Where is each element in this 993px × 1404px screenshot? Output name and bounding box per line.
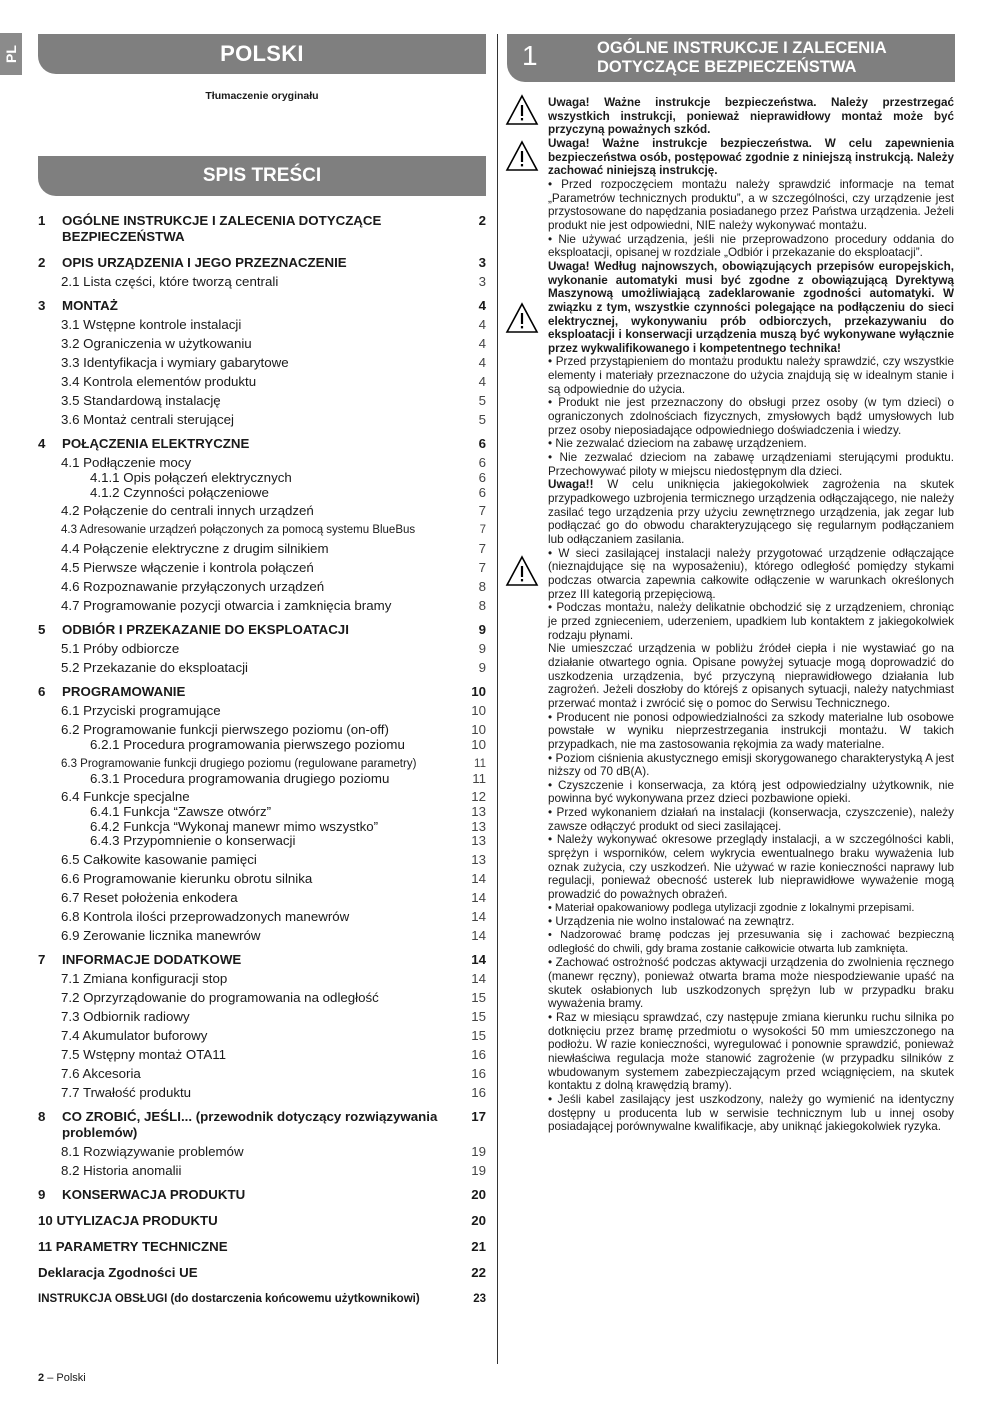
toc-entry[interactable] bbox=[38, 1085, 486, 1101]
toc-entry-number: 1 bbox=[38, 213, 46, 228]
safety-paragraph bbox=[548, 956, 954, 1011]
toc-entry-title: INSTRUKCJA OBSŁUGI (do dostarczenia końcowemu użytkownikowi) bbox=[38, 1292, 420, 1305]
toc-entry-title: 6.2 Programowanie funkcji pierwszego poziomu (on-off) bbox=[61, 722, 389, 737]
section-title bbox=[597, 39, 887, 77]
paragraph-text: • Nie zezwalać dzieciom na zabawę urządzeniem. bbox=[548, 437, 807, 451]
paragraph-text: • Urządzenia nie wolno instalować na zewnątrz. bbox=[548, 915, 795, 929]
toc-entry[interactable] bbox=[38, 455, 486, 471]
toc-entry[interactable] bbox=[38, 622, 486, 638]
toc-entry-page: 20 bbox=[471, 1212, 486, 1228]
toc-entry-page: 11 bbox=[472, 770, 486, 786]
toc-entry-page: 10 bbox=[471, 722, 486, 737]
paragraph-text: • Przed wykonaniem działań na instalacji (konserwacja, czyszczenie), należy zawsze odłączyć produkt od sieci zasilającej. bbox=[548, 806, 954, 833]
toc-entry[interactable] bbox=[38, 336, 486, 352]
warning-paragraph bbox=[548, 137, 954, 178]
toc-entry-page: 4 bbox=[478, 298, 486, 313]
toc-entry-title: Deklaracja Zgodności UE bbox=[38, 1264, 198, 1280]
toc-entry[interactable] bbox=[38, 703, 486, 719]
toc-entry-page: 10 bbox=[471, 684, 486, 699]
toc-entry[interactable] bbox=[38, 255, 486, 271]
toc-entry-title: 4.1.1 Opis połączeń elektrycznych bbox=[90, 470, 292, 485]
toc-entry[interactable] bbox=[38, 820, 486, 835]
paragraph-text: • Jeśli kabel zasilający jest uszkodzony, należy go wymienić na identyczny dostępny u producenta lub w serwisie technicznym lub u innej osoby posiadającej porównywalne kwalifikacje, aby uniknąć jakiegokolwiek ryzyka. bbox=[548, 1092, 954, 1134]
toc-entry-page: 23 bbox=[473, 1292, 486, 1305]
toc-entry-title: 7.5 Wstępny montaż OTA11 bbox=[61, 1046, 227, 1062]
toc-entry-page: 15 bbox=[471, 1027, 486, 1043]
toc-entry-page: 7 bbox=[478, 503, 486, 518]
toc-entry[interactable] bbox=[38, 772, 486, 787]
toc-entry-number: 6 bbox=[38, 684, 46, 699]
toc-entry-title: 7.4 Akumulator buforowy bbox=[61, 1027, 208, 1043]
toc-entry[interactable] bbox=[38, 805, 486, 820]
footer-label: – Polski bbox=[47, 1372, 86, 1384]
toc-entry[interactable] bbox=[38, 1066, 486, 1082]
toc-entry[interactable] bbox=[38, 355, 486, 371]
toc-entry-page: 9 bbox=[478, 641, 486, 656]
toc-entry-title: 6.4.2 Funkcja “Wykonaj manewr mimo wszystko” bbox=[90, 818, 379, 834]
toc-entry-page: 5 bbox=[478, 393, 486, 408]
toc-entry[interactable] bbox=[38, 317, 486, 333]
warning-icon bbox=[505, 140, 539, 172]
safety-paragraph bbox=[548, 902, 954, 916]
toc-entry-page: 17 bbox=[471, 1108, 486, 1124]
paragraph-text: • Raz w miesiącu sprawdzać, czy następuje zmiana kierunku ruchu silnika po dotknięciu przez bramę przedmiotu o wysokości 50 mm umieszczonego na podłożu. W razie konieczności, wyregulować i ponownie sprawdzić, ponieważ niewłaściwa regulacja może stanowić zagrożenie (w przypadku silników z wbudowanym systemem zabezpieczającym przed wciągnięciem, na skutek kontaktu z dolną krawędzią bramy). bbox=[548, 1010, 954, 1093]
toc-entry-title: OPIS URZĄDZENIA I JEGO PRZEZNACZENIE bbox=[62, 255, 347, 270]
warning-icon bbox=[505, 302, 539, 334]
safety-paragraph bbox=[548, 711, 954, 752]
toc-entry[interactable] bbox=[38, 436, 486, 452]
toc-entry-title: 6.4.3 Przypomnienie o konserwacji bbox=[90, 833, 296, 848]
toc-entry[interactable] bbox=[38, 503, 486, 519]
safety-paragraph bbox=[548, 779, 954, 806]
toc-entry-title: 6.1 Przyciski programujące bbox=[61, 703, 221, 718]
toc-entry-page: 6 bbox=[478, 470, 486, 485]
page-number: 2 bbox=[38, 1372, 45, 1384]
toc-entry[interactable] bbox=[38, 412, 486, 428]
toc-entry-page: 6 bbox=[478, 436, 486, 451]
toc-entry-page: 16 bbox=[471, 1065, 486, 1081]
toc-entry[interactable] bbox=[38, 971, 486, 987]
toc-entry-title: INFORMACJE DODATKOWE bbox=[62, 951, 242, 967]
toc-entry[interactable] bbox=[38, 852, 486, 868]
language-header bbox=[38, 34, 486, 74]
safety-paragraph bbox=[548, 752, 954, 779]
toc-entry-page: 3 bbox=[478, 255, 486, 270]
safety-paragraph bbox=[548, 233, 954, 260]
safety-paragraph bbox=[548, 642, 954, 710]
toc-entry[interactable] bbox=[38, 298, 486, 314]
toc-entry[interactable] bbox=[38, 660, 486, 676]
toc-entry[interactable] bbox=[38, 1163, 486, 1179]
safety-text bbox=[548, 96, 954, 1134]
toc-entry-page: 4 bbox=[478, 336, 486, 351]
toc-entry-title: 3.3 Identyfikacja i wymiary gabarytowe bbox=[61, 355, 289, 370]
toc-entry-page: 13 bbox=[471, 833, 486, 848]
paragraph-text: • Produkt nie jest przeznaczony do obsługi przez osoby (w tym dzieci) o ograniczonych zdolnościach fizycznych, zmysłowych bądź umysłowych lub przez osoby nieposiadające odpowiedniego doświadczenia i wiedzy. bbox=[548, 396, 954, 437]
page-footer bbox=[38, 1372, 86, 1384]
toc-entry-page: 20 bbox=[471, 1186, 486, 1202]
toc-entry-page: 9 bbox=[478, 622, 486, 637]
toc-entry-number: 5 bbox=[38, 622, 46, 637]
toc-entry-page: 6 bbox=[478, 484, 486, 500]
toc-entry-title: ODBIÓR I PRZEKAZANIE DO EKSPLOATACJI bbox=[62, 622, 349, 637]
toc-entry-title: KONSERWACJA PRODUKTU bbox=[62, 1186, 246, 1202]
table-of-contents bbox=[38, 213, 486, 1307]
toc-entry[interactable] bbox=[38, 1213, 486, 1229]
toc-entry[interactable] bbox=[38, 471, 486, 486]
paragraph-text: Uwaga! Ważne instrukcje bezpieczeństwa. W celu zapewnienia bezpieczeństwa osób, postępować zgodnie z niniejszą instrukcją. Należy zachować niniejszą instrukcję. bbox=[548, 136, 954, 178]
toc-entry-title: 7.3 Odbiornik radiowy bbox=[61, 1008, 190, 1024]
toc-entry-number: 3 bbox=[38, 298, 46, 313]
language-tab-label: PL bbox=[3, 45, 19, 63]
toc-entry-title: 6.4.1 Funkcja “Zawsze otwórz” bbox=[90, 804, 272, 819]
toc-entry-title: 7.1 Zmiana konfiguracji stop bbox=[61, 970, 228, 986]
toc-entry-number: 2 bbox=[38, 255, 46, 270]
toc-entry-page: 7 bbox=[478, 560, 486, 575]
toc-entry[interactable] bbox=[38, 909, 486, 925]
toc-entry-number: 8 bbox=[38, 1108, 46, 1124]
toc-entry-number: 4 bbox=[38, 436, 46, 451]
toc-entry[interactable] bbox=[38, 756, 486, 772]
toc-entry-title: 6.7 Reset położenia enkodera bbox=[61, 889, 238, 905]
toc-entry-page: 7 bbox=[478, 541, 486, 556]
toc-entry-page: 10 bbox=[471, 737, 486, 752]
toc-entry-title: 8.1 Rozwiązywanie problemów bbox=[61, 1143, 244, 1159]
toc-entry-number: 9 bbox=[38, 1186, 46, 1202]
toc-entry-page: 14 bbox=[471, 870, 486, 886]
toc-entry[interactable] bbox=[38, 1144, 486, 1160]
paragraph-text: • Poziom ciśnienia akustycznego emisji skorygowanego charakterystyką A jest niższy od 70 dB(A). bbox=[548, 751, 954, 779]
language-title: POLSKI bbox=[220, 41, 304, 66]
toc-entry[interactable] bbox=[38, 1009, 486, 1025]
toc-entry[interactable] bbox=[38, 789, 486, 805]
section-title-line1: OGÓLNE INSTRUKCJE I ZALECENIA bbox=[597, 39, 887, 57]
safety-paragraph bbox=[548, 355, 954, 396]
language-tab bbox=[0, 33, 22, 75]
safety-paragraph bbox=[548, 451, 954, 478]
paragraph-text: • Podczas montażu, należy delikatnie obchodzić się z urządzeniem, chroniąc je przed zgnieceniem, uderzeniem, upadkiem lub kontaktem z jakiegokolwiek rodzaju płynami. bbox=[548, 601, 954, 642]
toc-entry-page: 14 bbox=[471, 927, 486, 943]
toc-entry-page: 8 bbox=[478, 579, 486, 594]
toc-entry-title: POŁĄCZENIA ELEKTRYCZNE bbox=[62, 436, 250, 451]
toc-entry-title: 6.6 Programowanie kierunku obrotu silnika bbox=[61, 870, 313, 886]
toc-entry-title: 6.9 Zerowanie licznika manewrów bbox=[61, 927, 261, 943]
toc-entry[interactable] bbox=[38, 684, 486, 700]
toc-entry-title: 6.2.1 Procedura programowania pierwszego poziomu bbox=[90, 737, 405, 752]
safety-paragraph bbox=[548, 547, 954, 602]
toc-entry[interactable] bbox=[38, 486, 486, 501]
toc-entry-page: 12 bbox=[471, 789, 486, 804]
toc-entry[interactable] bbox=[38, 1047, 486, 1063]
toc-entry-title: 6.3.1 Procedura programowania drugiego poziomu bbox=[90, 770, 390, 786]
paragraph-text: • Należy wykonywać okresowe przeglądy instalacji, a w szczególności kabli, sprężyn i wsporników, celem wykrycia ewentualnego braku wyważenia lub oznak zużycia, czy uszkodzeń. Nie używać w razie konieczności naprawy lub regulacji, ponieważ obecność usterek lub nieprawidłowe wyważenie mogą prowadzić do poważnych obrażeń. bbox=[548, 833, 954, 902]
toc-entry-page: 13 bbox=[471, 851, 486, 867]
toc-entry-title: 4.1.2 Czynności połączeniowe bbox=[90, 484, 269, 500]
section-header bbox=[507, 34, 955, 82]
toc-entry-title: 6.3 Programowanie funkcji drugiego poziomu (regulowane parametry) bbox=[61, 757, 417, 770]
toc-entry[interactable] bbox=[38, 738, 486, 753]
toc-entry-page: 3 bbox=[478, 274, 486, 289]
column-divider bbox=[497, 34, 498, 1364]
toc-entry-title: 6.8 Kontrola ilości przeprowadzonych manewrów bbox=[61, 908, 350, 924]
safety-paragraph bbox=[548, 478, 954, 546]
paragraph-text: Uwaga! Ważne instrukcje bezpieczeństwa. Należy przestrzegać wszystkich instrukcji, ponieważ nieprawidłowy montaż może być przyczyną poważnych szkód. bbox=[548, 96, 954, 137]
paragraph-text: • Nie używać urządzenia, jeśli nie przeprowadzono procedury oddania do eksploatacji, opisanej w rozdziale „Odbiór i przekazanie do eksploatacji”. bbox=[548, 232, 954, 260]
toc-entry-page: 13 bbox=[471, 818, 486, 834]
paragraph-text: • Przed przystąpieniem do montażu produktu należy sprawdzić, czy wszystkie elementy i materiały przeznaczone do użycia znajdują się w idealnym stanie i są odpowiednie do użycia. bbox=[548, 355, 954, 396]
toc-title: SPIS TREŚCI bbox=[202, 165, 322, 186]
toc-entry-title: 6.5 Całkowite kasowanie pamięci bbox=[61, 851, 257, 867]
toc-entry-title: 3.4 Kontrola elementów produktu bbox=[61, 374, 257, 389]
toc-entry[interactable] bbox=[38, 722, 486, 738]
toc-entry[interactable] bbox=[38, 871, 486, 887]
toc-entry[interactable] bbox=[38, 990, 486, 1006]
toc-entry-page: 7 bbox=[479, 524, 486, 536]
toc-entry-title: 5.1 Próby odbiorcze bbox=[61, 641, 180, 656]
toc-entry[interactable] bbox=[38, 1265, 486, 1281]
toc-entry[interactable] bbox=[38, 579, 486, 595]
toc-entry-page: 15 bbox=[471, 1008, 486, 1024]
safety-paragraph bbox=[548, 601, 954, 642]
toc-entry[interactable] bbox=[38, 1187, 486, 1203]
paragraph-text: • Czyszczenie i konserwacja, za którą jest odpowiedzialny użytkownik, nie powinna być wykonywana przez dzieci pozbawione opieki. bbox=[548, 778, 954, 806]
toc-entry-page: 6 bbox=[478, 455, 486, 470]
toc-entry-title: 5.2 Przekazanie do eksploatacji bbox=[61, 660, 249, 675]
safety-paragraph bbox=[548, 396, 954, 437]
safety-paragraph bbox=[548, 437, 954, 451]
toc-entry[interactable] bbox=[38, 1028, 486, 1044]
toc-entry-page: 14 bbox=[471, 908, 486, 924]
toc-entry-title: 10 UTYLIZACJA PRODUKTU bbox=[38, 1212, 218, 1228]
toc-entry[interactable] bbox=[38, 522, 486, 538]
toc-entry-page: 8 bbox=[478, 598, 486, 613]
safety-paragraph bbox=[548, 178, 954, 233]
toc-entry-title: 3.1 Wstępne kontrole instalacji bbox=[61, 317, 242, 332]
toc-entry-title: 11 PARAMETRY TECHNICZNE bbox=[38, 1238, 228, 1254]
toc-entry-page: 10 bbox=[471, 703, 486, 718]
safety-paragraph bbox=[548, 1093, 954, 1134]
toc-entry-title: 4.7 Programowanie pozycji otwarcia i zamknięcia bramy bbox=[61, 598, 392, 613]
paragraph-text: • Przed rozpoczęciem montażu należy sprawdzić informacje na temat „Parametrów technicznych produktu”, a w szczególności, czy urządzenie jest przystosowane do napędzania posiadanego przez Państwa urządzenia. Jeżeli produkt nie jest odpowiedni, NIE należy wykonywać montażu. bbox=[548, 177, 954, 232]
toc-entry[interactable] bbox=[38, 1291, 486, 1307]
paragraph-text: • Producent nie ponosi odpowiedzialności za szkody materialne lub osobowe powstałe w wyniku nieprzestrzegania instrukcji montażu. W takich przypadkach, nie ma zastosowania rękojmia za wady materialne. bbox=[548, 710, 954, 751]
toc-entry-page: 5 bbox=[478, 412, 486, 427]
toc-entry-title: 4.1 Podłączenie mocy bbox=[61, 455, 192, 470]
toc-entry-page: 22 bbox=[471, 1264, 486, 1280]
toc-entry-title: 3.6 Montaż centrali sterującej bbox=[61, 412, 234, 427]
safety-paragraph bbox=[548, 929, 954, 956]
toc-entry-page: 4 bbox=[478, 374, 486, 389]
toc-entry-title: OGÓLNE INSTRUKCJE I ZALECENIA DOTYCZĄCE BEZPIECZEŃSTWA bbox=[62, 213, 382, 244]
paragraph-text: • Nie zezwalać dzieciom na zabawę urządzeniami sterującymi produktu. Przechowywać piloty w miejscu niedostępnym dla dzieci. bbox=[548, 451, 954, 478]
toc-entry-page: 14 bbox=[471, 951, 486, 967]
toc-entry[interactable] bbox=[38, 890, 486, 906]
toc-entry-title: 4.3 Adresowanie urządzeń połączonych za pomocą systemu BlueBus bbox=[61, 524, 416, 536]
toc-entry-title: 4.6 Rozpoznawanie przyłączonych urządzeń bbox=[61, 579, 325, 594]
toc-entry-title: 4.2 Połączenie do centrali innych urządzeń bbox=[61, 503, 314, 518]
translation-note: Tłumaczenie oryginału bbox=[205, 90, 319, 102]
toc-entry[interactable] bbox=[38, 374, 486, 390]
toc-entry[interactable] bbox=[38, 1109, 486, 1141]
toc-entry[interactable] bbox=[38, 541, 486, 557]
paragraph-text: Nie umieszczać urządzenia w pobliżu źródeł ciepła i nie wystawiać go na działanie otwartego ognia. Opisane powyżej sytuacje mogą doprowadzić do uszkodzenia urządzenia, być przyczyną nieprawidłowego działania lub zagrożeń. Jeżeli doszłoby do którejś z opisanych sytuacji, należy natychmiast przerwać montaż i zwrócić się o pomoc do Serwisu Technicznego. bbox=[548, 642, 954, 710]
warning-icon bbox=[505, 94, 539, 126]
toc-entry[interactable] bbox=[38, 213, 486, 245]
toc-entry-title: MONTAŻ bbox=[62, 298, 118, 313]
paragraph-text: • Nadzorować bramę podczas jej przesuwania się i zachować bezpieczną odległość do chwili, gdy brama zostanie całkowicie otwarta lub zamknięta. bbox=[548, 929, 954, 955]
paragraph-text: W celu uniknięcia jakiegokolwiek zagrożenia na skutek przypadkowego uzbrojenia termicznego urządzenia odłączającego, nie należy zasilać tego urządzenia przy użyciu zewnętrznego urządzenia, jak zegar lub podłączać go do obwodu charakteryzującego się regularnym podłączaniem lub odłączaniem zasilania. bbox=[548, 478, 954, 546]
toc-entry-title: 3.5 Standardową instalację bbox=[61, 393, 221, 408]
paragraph-text: Uwaga! Według najnowszych, obowiązujących przepisów europejskich, wykonanie automatyki musi być zgodne z obowiązującą Dyrektywą Maszynową umożliwiającą zadeklarowanie zgodności automatyki. W związku z tym, wszystkie czynności polegające na podłączeniu do sieci elektrycznej, wykonywaniu prób odbiorczych, przekazywaniu do eksploatacji i konserwacji urządzenia muszą być wykonywane wyłącznie przez wykwalifikowanego i kompetentnego technika! bbox=[548, 259, 954, 355]
toc-entry-title: 3.2 Ograniczenia w użytkowaniu bbox=[61, 336, 252, 351]
toc-entry-title: 4.4 Połączenie elektryczne z drugim silnikiem bbox=[61, 541, 329, 556]
toc-entry-page: 4 bbox=[478, 355, 486, 370]
toc-entry[interactable] bbox=[38, 274, 486, 290]
toc-entry[interactable] bbox=[38, 560, 486, 576]
warning-lead: Uwaga!! bbox=[548, 478, 594, 492]
toc-entry-number: 7 bbox=[38, 951, 46, 967]
toc-entry-page: 11 bbox=[474, 757, 486, 770]
toc-entry-page: 14 bbox=[471, 970, 486, 986]
toc-entry-title: 4.5 Pierwsze włączenie i kontrola połączeń bbox=[61, 560, 314, 575]
safety-paragraph bbox=[548, 915, 954, 929]
toc-entry-title: CO ZROBIĆ, JEŚLI... (przewodnik dotyczący rozwiązywania problemów) bbox=[62, 1108, 438, 1140]
section-number: 1 bbox=[522, 40, 538, 71]
paragraph-text: • Zachować ostrożność podczas aktywacji urządzenia do zwolnienia ręcznego (manewr ręczny), ponieważ otwarta brama może niespodziewanie upaść na skutek osłabionych lub uszkodzonych sprężyn lub w przypadku braku wyważenia bramy. bbox=[548, 956, 954, 1011]
toc-entry[interactable] bbox=[38, 1239, 486, 1255]
toc-entry-page: 19 bbox=[471, 1143, 486, 1159]
toc-entry-title: PROGRAMOWANIE bbox=[62, 684, 186, 699]
paragraph-text: • Materiał opakowaniowy podlega utylizacji zgodnie z lokalnymi przepisami. bbox=[548, 901, 915, 914]
toc-entry[interactable] bbox=[38, 928, 486, 944]
toc-entry[interactable] bbox=[38, 641, 486, 657]
toc-entry[interactable] bbox=[38, 952, 486, 968]
warning-paragraph bbox=[548, 96, 954, 137]
toc-entry-page: 2 bbox=[478, 213, 486, 228]
safety-paragraph bbox=[548, 806, 954, 833]
toc-header bbox=[38, 156, 486, 196]
toc-entry-title: 8.2 Historia anomalii bbox=[61, 1162, 182, 1178]
toc-entry-title: 6.4 Funkcje specjalne bbox=[61, 789, 190, 804]
toc-entry-page: 4 bbox=[478, 317, 486, 332]
safety-paragraph bbox=[548, 833, 954, 901]
toc-entry[interactable] bbox=[38, 393, 486, 409]
toc-entry-title: 7.2 Oprzyrządowanie do programowania na odległość bbox=[61, 989, 379, 1005]
toc-entry-page: 13 bbox=[471, 804, 486, 819]
section-title-line2: DOTYCZĄCE BEZPIECZEŃSTWA bbox=[597, 58, 857, 76]
toc-entry-page: 15 bbox=[471, 989, 486, 1005]
toc-entry-page: 14 bbox=[471, 889, 486, 905]
toc-entry-page: 9 bbox=[478, 660, 486, 675]
toc-entry-page: 16 bbox=[471, 1084, 486, 1100]
toc-entry-page: 16 bbox=[471, 1046, 486, 1062]
paragraph-text: • W sieci zasilającej instalacji należy przygotować urządzenie odłączające (nieznajdujące się na wyposażeniu), którego odległość pomiędzy stykami podczas otwarcia zapewnia całkowite odłączenie w warunkach określonych przez III kategorią przepięciową. bbox=[548, 546, 954, 601]
safety-paragraph bbox=[548, 1011, 954, 1093]
toc-entry-page: 21 bbox=[471, 1238, 486, 1254]
toc-entry-title: 7.7 Trwałość produktu bbox=[61, 1084, 192, 1100]
toc-entry-page: 19 bbox=[471, 1162, 486, 1178]
toc-entry-title: 2.1 Lista części, które tworzą centrali bbox=[61, 274, 279, 289]
toc-entry[interactable] bbox=[38, 598, 486, 614]
toc-entry[interactable] bbox=[38, 834, 486, 849]
toc-entry-title: 7.6 Akcesoria bbox=[61, 1065, 141, 1081]
warning-paragraph bbox=[548, 260, 954, 356]
warning-icon bbox=[505, 555, 539, 587]
